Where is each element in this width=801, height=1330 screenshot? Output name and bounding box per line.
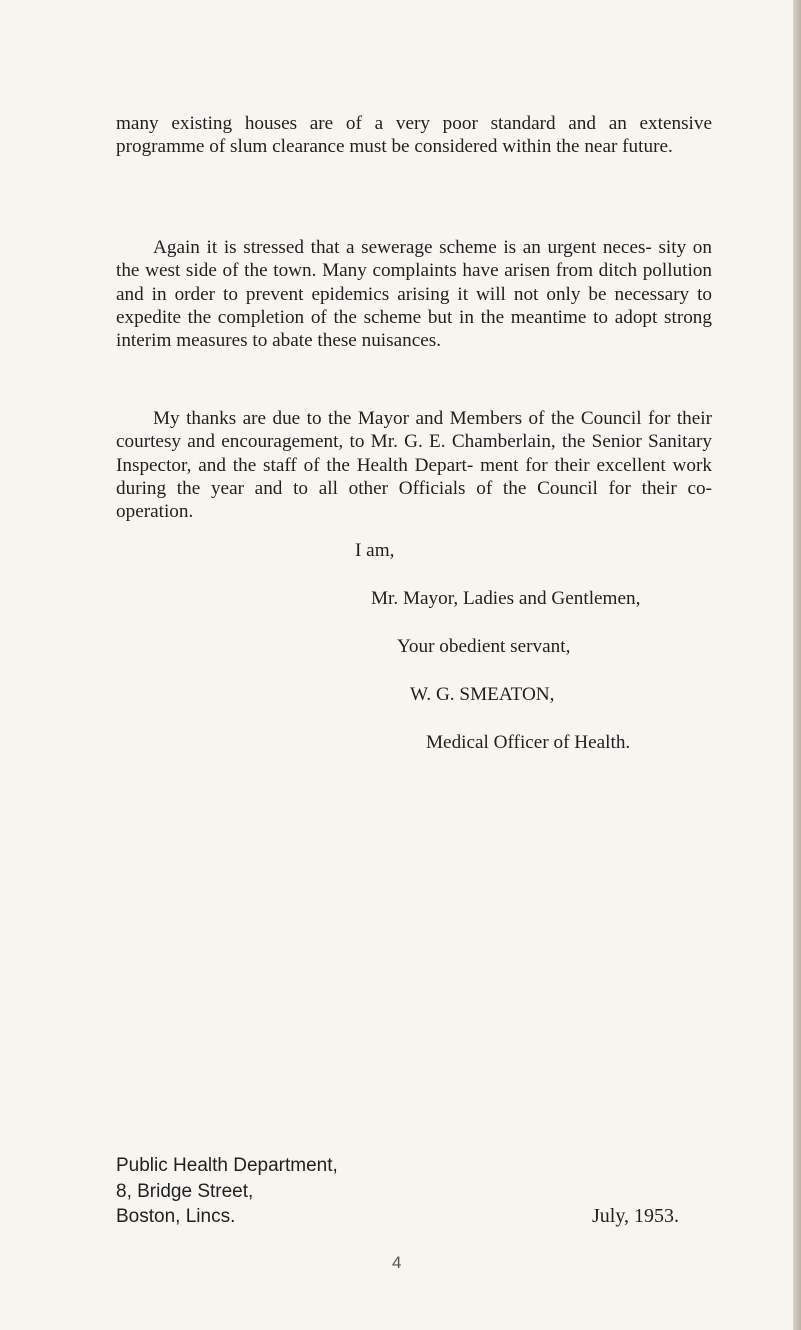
closing-i-am: I am, — [355, 540, 395, 561]
signature-title: Medical Officer of Health. — [426, 732, 631, 753]
page-number: 4 — [392, 1253, 402, 1272]
letter-date: July, 1953. — [592, 1205, 680, 1227]
paragraph-sewerage-scheme: Again it is stressed that a sewerage scheme is an urgent neces- sity on the west side of the town. Many complaints have arisen from ditch pollution and in order to prevent epidemics arising it will not only be necessary to expedite the completion of the scheme but in the meantime to adopt strong interim measures to abate these nuisances. — [116, 237, 712, 352]
paragraph-slum-clearance: many existing houses are of a very poor standard and an extensive programme of slum clearance must be considered within the near future. — [116, 113, 712, 158]
page-edge-shadow — [793, 0, 801, 1330]
closing-salutation: Mr. Mayor, Ladies and Gentlemen, — [371, 588, 641, 609]
paragraph-thanks: My thanks are due to the Mayor and Members of the Council for their courtesy and encouragement, to Mr. G. E. Chamberlain, the Senior Sanitary Inspector, and the staff of the Health Depart- ment for their excellent work during the year and to all other Officials of the Council for their co-operation. — [116, 408, 712, 523]
address-line-street: 8, Bridge Street, — [116, 1180, 254, 1202]
signature-name: W. G. SMEATON, — [410, 684, 555, 705]
sender-address — [116, 1153, 338, 1230]
address-line-town: Boston, Lincs. — [116, 1206, 236, 1227]
closing-obedient-servant: Your obedient servant, — [397, 636, 571, 657]
address-line-department: Public Health Department, — [116, 1155, 338, 1176]
